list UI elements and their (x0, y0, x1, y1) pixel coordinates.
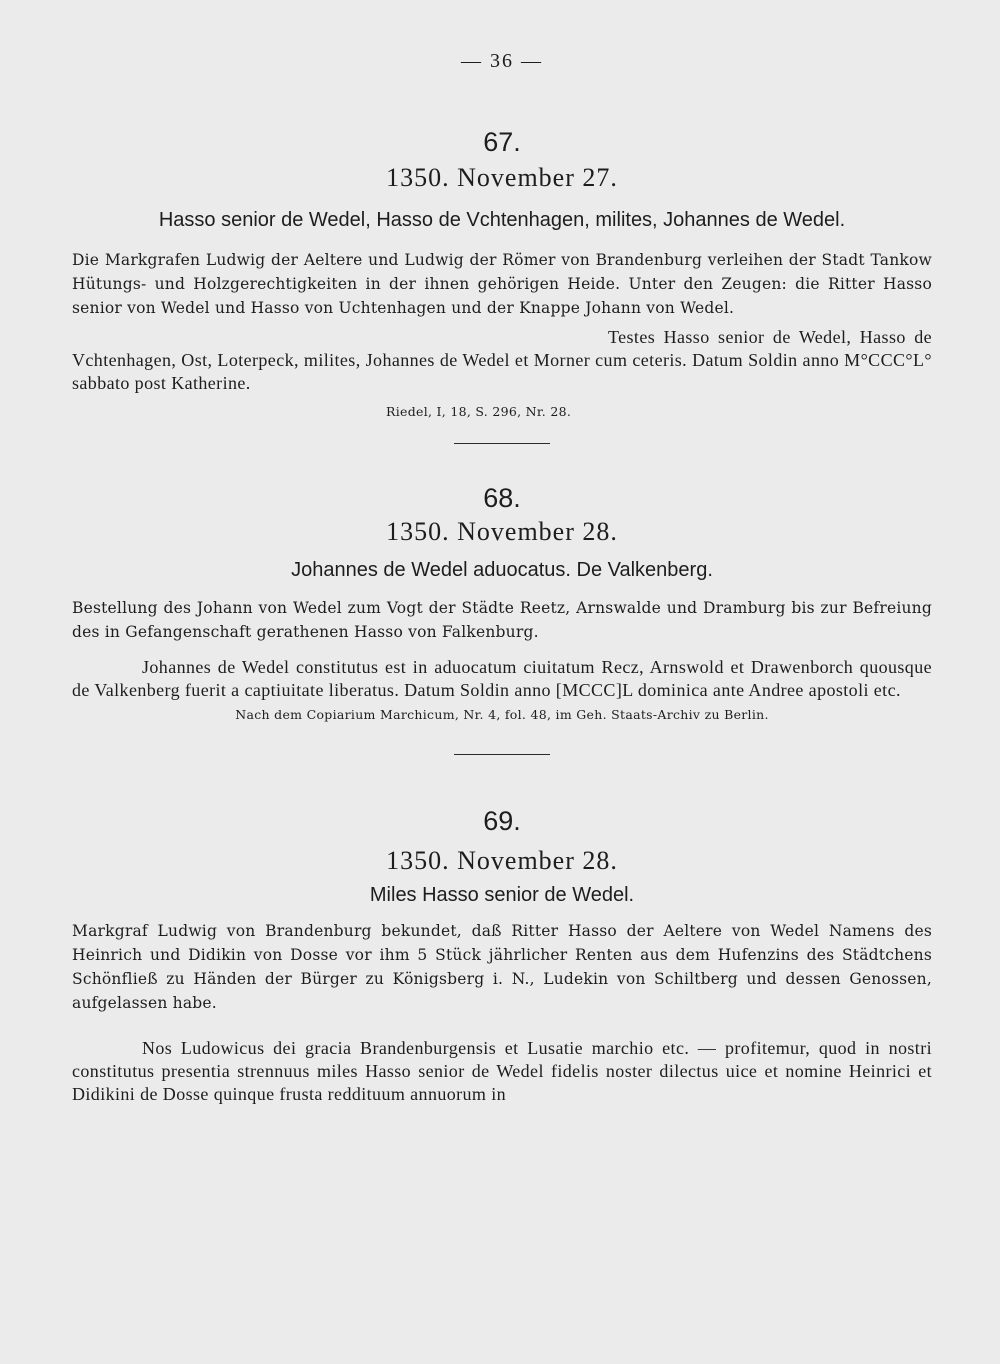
entry-summary: Markgraf Ludwig von Brandenburg bekundet, daß Ritter Hasso der Aeltere von Wedel Namens des Heinrich und Didikin von Dosse vor ihm 5 Stück jährlicher Renten aus dem Hufenzins des Städtchens Schönfließ zu Händen der Bürger zu Königsberg i. N., Ludekin von Schiltberg und dessen Genossen, aufgelassen habe. (72, 922, 932, 1012)
section-divider (454, 443, 550, 444)
entry-latin-text (72, 326, 932, 395)
document-page (72, 40, 932, 1106)
entry-source: Nach dem Copiarium Marchicum, Nr. 4, fol. 48, im Geh. Staats-Archiv zu Berlin. (235, 707, 769, 722)
entry-source: Riedel, I, 18, S. 296, Nr. 28. (386, 404, 572, 419)
entry-summary: Die Markgrafen Ludwig der Aeltere und Ludwig der Römer von Brandenburg verleihen der Stadt Tankow Hütungs- und Holzgerechtigkeiten in der ihnen gehörigen Heide. Unter den Zeugen: die Ritter Hasso senior von Wedel und Hasso von Uchtenhagen und der Knappe Johann von Wedel. (72, 251, 932, 317)
entry-number: 69. (483, 806, 521, 836)
entry-number: 68. (483, 483, 521, 513)
entry-title: Johannes de Wedel aduocatus. De Valkenberg. (291, 559, 713, 581)
entry-latin-body: Johannes de Wedel constitutus est in aduocatum ciuitatum Recz, Arnswold et Drawenborch quousque de Valkenberg fuerit a captiuitate liberatus. Datum Soldin anno [MCCC]L dominica ante Andree apostoli etc. (72, 657, 932, 700)
entry-67 (72, 126, 932, 423)
entry-title: Miles Hasso senior de Wedel. (369, 884, 635, 906)
entry-summary: Bestellung des Johann von Wedel zum Vogt der Städte Reetz, Arnswalde und Dramburg bis zur Befreiung des in Gefangenschaft gerathenen Hasso von Falkenburg. (72, 599, 932, 641)
entry-title: Hasso senior de Wedel, Hasso de Vchtenhagen, milites, Johannes de Wedel. (158, 209, 846, 231)
entry-latin-text (72, 656, 932, 702)
entry-date: 1350. November 28. (386, 517, 618, 546)
section-divider (454, 754, 550, 755)
entry-69 (72, 805, 932, 1106)
entry-latin-text: Nos Ludowicus dei gracia Brandenburgensis et Lusatie marchio etc. — profitemur, quod in nostri constitutus presentia strennuus miles Hasso senior de Wedel fidelis noster dilectus uice et nomine Heinrici et Didikini de Dosse quinque frusta reddituum annuorum in (72, 1038, 932, 1104)
entry-date: 1350. November 27. (386, 163, 618, 192)
entry-number: 67. (483, 127, 521, 157)
entry-date: 1350. November 28. (386, 846, 618, 875)
page-number: — 36 — (461, 50, 543, 72)
entry-latin-body: Testes Hasso senior de Wedel, Hasso de Vchtenhagen, Ost, Loterpeck, milites, Johannes de Wedel et Morner cum ceteris. Datum Soldin anno M°CCC°L° sabbato post Katherine. (72, 327, 932, 393)
entry-68 (72, 482, 932, 726)
